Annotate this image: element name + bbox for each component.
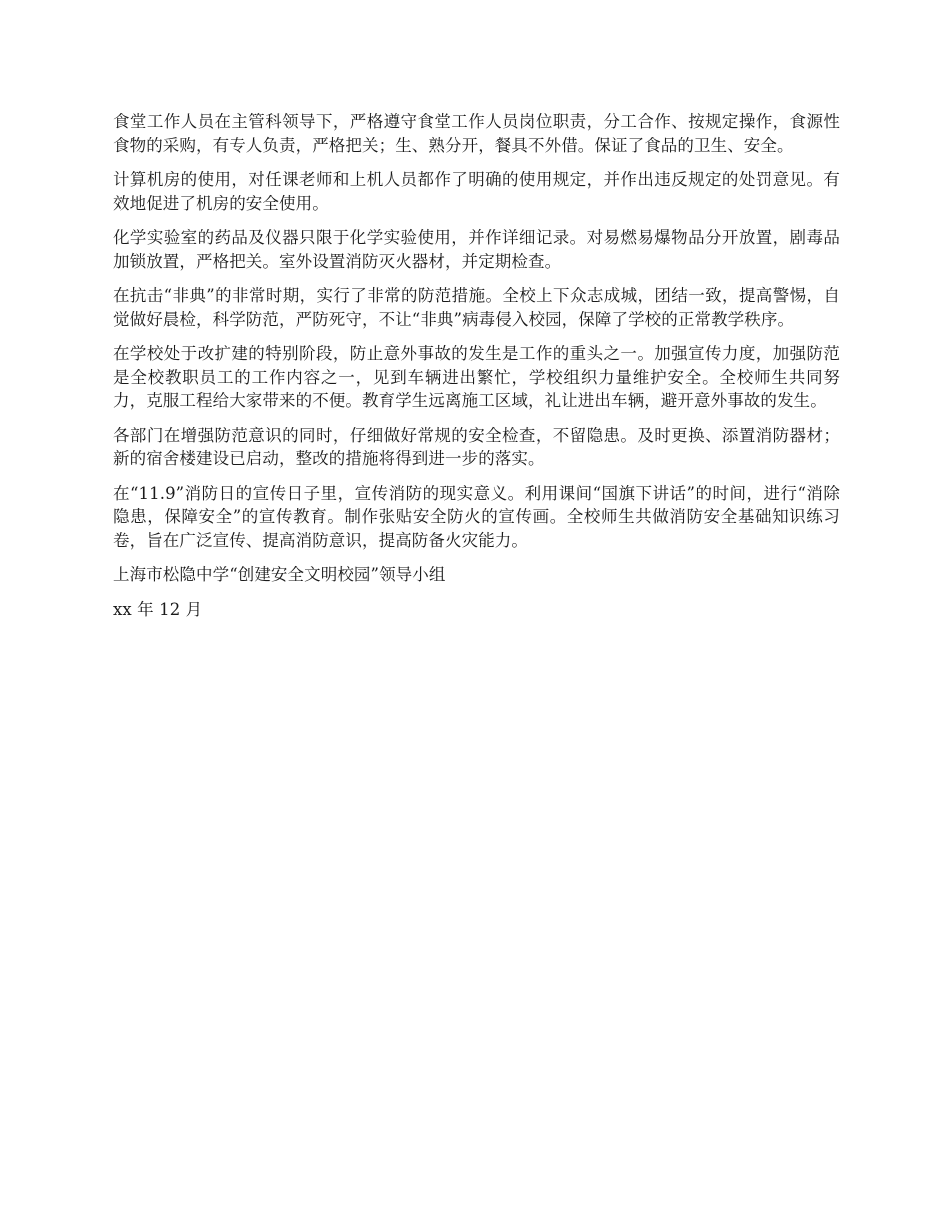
paragraph-chemistry-lab: 化学实验室的药品及仪器只限于化学实验使用，并作详细记录。对易燃易爆物品分开放置，剧毒品加锁放置，严格把关。室外设置消防灭火器材，并定期检查。 — [113, 228, 840, 271]
paragraph-fire-day: 在“11.9”消防日的宣传日子里，宣传消防的现实意义。利用课间“国旗下讲话”的时间，进行“消除隐患，保障安全”的宣传教育。制作张贴安全防火的宣传画。全校师生共做消防安全基础知识练习卷，旨在广泛宣传、提高消防意识，提高防备火灾能力。 — [113, 483, 840, 550]
paragraph-computer-room: 计算机房的使用，对任课老师和上机人员都作了明确的使用规定，并作出违反规定的处罚意见。有效地促进了机房的安全使用。 — [113, 170, 840, 213]
paragraph-safety-inspection: 各部门在增强防范意识的同时，仔细做好常规的安全检查，不留隐患。及时更换、添置消防器材；新的宿舍楼建设已启动，整改的措施将得到进一步的落实。 — [113, 425, 840, 468]
paragraph-canteen: 食堂工作人员在主管科领导下，严格遵守食堂工作人员岗位职责，分工合作、按规定操作，食源性食物的采购，有专人负责，严格把关；生、熟分开，餐具不外借。保证了食品的卫生、安全。 — [113, 112, 840, 155]
paragraph-sars-prevention: 在抗击“非典”的非常时期，实行了非常的防范措施。全校上下众志成城，团结一致，提高警惕，自觉做好晨检，科学防范，严防死守，不让“非典”病毒侵入校园，保障了学校的正常教学秩序。 — [113, 286, 840, 329]
signature: 上海市松隐中学“创建安全文明校园”领导小组 — [113, 565, 446, 584]
document-date: xx 年 12 月 — [113, 599, 203, 619]
document-body — [113, 110, 840, 632]
paragraph-construction-safety: 在学校处于改扩建的特别阶段，防止意外事故的发生是工作的重头之一。加强宣传力度，加强防范是全校教职员工的工作内容之一，见到车辆进出繁忙，学校组织力量维护安全。全校师生共同努力，克服工程给大家带来的不便。教育学生远离施工区域，礼让进出车辆，避开意外事故的发生。 — [113, 344, 840, 410]
